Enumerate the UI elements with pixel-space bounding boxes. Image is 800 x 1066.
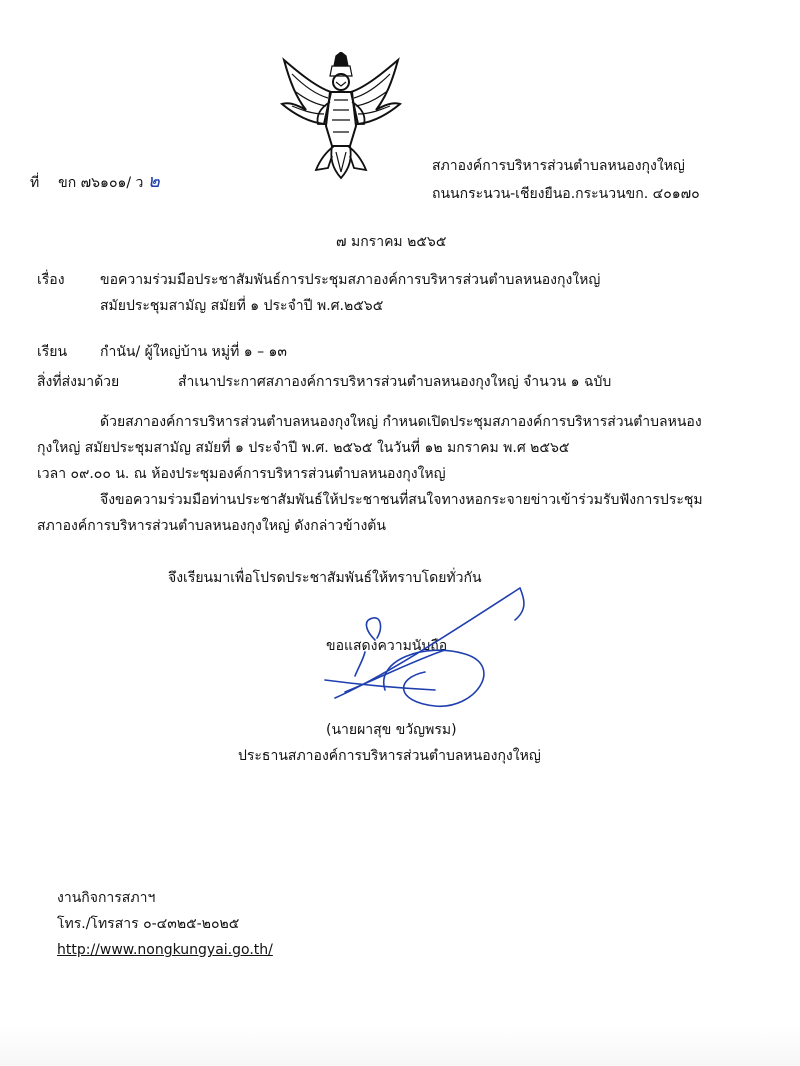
sender-address: ถนนกระนวน-เชียงยืนอ.กระนวนขก. ๔๐๑๗๐	[432, 186, 700, 202]
closing-line: จึงเรียนมาเพื่อโปรดประชาสัมพันธ์ให้ทราบโดยทั่วกัน	[168, 570, 482, 586]
subject-line-1: ขอความร่วมมือประชาสัมพันธ์การประชุมสภาองค์การบริหารส่วนตำบลหนองกุงใหญ่	[100, 272, 601, 288]
signer-name: (นายผาสุข ขวัญพรม)	[326, 722, 457, 738]
body-paragraph-1-line-2: กุงใหญ่ สมัยประชุมสามัญ สมัยที่ ๑ ประจำปี พ.ศ. ๒๕๖๕ ในวันที่ ๑๒ มกราคม พ.ศ ๒๕๖๕	[37, 440, 570, 456]
scan-shadow	[0, 1026, 800, 1066]
letter-date: ๗ มกราคม ๒๕๖๕	[336, 234, 447, 250]
body-paragraph-2-line-2: สภาองค์การบริหารส่วนตำบลหนองกุงใหญ่ ดังกล่าวข้างต้น	[37, 518, 386, 534]
subject-label: เรื่อง	[37, 272, 65, 288]
attachment-value: สำเนาประกาศสภาองค์การบริหารส่วนตำบลหนองกุงใหญ่ จำนวน ๑ ฉบับ	[178, 374, 612, 390]
to-value: กำนัน/ ผู้ใหญ่บ้าน หมู่ที่ ๑ – ๑๓	[100, 344, 287, 360]
body-paragraph-1-line-1: ด้วยสภาองค์การบริหารส่วนตำบลหนองกุงใหญ่ กำหนดเปิดประชุมสภาองค์การบริหารส่วนตำบลหนอง	[100, 414, 702, 430]
attachment-label: สิ่งที่ส่งมาด้วย	[37, 374, 120, 390]
signer-position: ประธานสภาองค์การบริหารส่วนตำบลหนองกุงใหญ่	[238, 748, 541, 764]
to-label: เรียน	[37, 344, 68, 360]
footer-department: งานกิจการสภาฯ	[57, 890, 156, 906]
footer-phone: โทร./โทรสาร ๐-๔๓๒๕-๒๐๒๕	[57, 916, 240, 932]
ref-handwritten-number: ๒	[147, 171, 160, 192]
handwritten-signature-icon	[315, 580, 545, 730]
subject-line-2: สมัยประชุมสามัญ สมัยที่ ๑ ประจำปี พ.ศ.๒๕๖๕	[100, 298, 384, 314]
footer-website-link[interactable]: http://www.nongkungyai.go.th/	[57, 942, 273, 958]
body-paragraph-2-line-1: จึงขอความร่วมมือท่านประชาสัมพันธ์ให้ประชาชนที่สนใจทางหอกระจายข่าวเข้าร่วมรับฟังการประชุม	[100, 492, 703, 508]
sender-org: สภาองค์การบริหารส่วนตำบลหนองกุงใหญ่	[432, 158, 685, 174]
body-paragraph-1-line-3: เวลา ๐๙.๐๐ น. ณ ห้องประชุมองค์การบริหารส่วนตำบลหนองกุงใหญ่	[37, 466, 446, 482]
garuda-emblem-icon	[276, 52, 406, 182]
ref-number: ขก ๗๖๑๐๑/ ว	[58, 175, 144, 191]
regards-text: ขอแสดงความนับถือ	[326, 638, 448, 654]
ref-label: ที่	[30, 175, 40, 191]
